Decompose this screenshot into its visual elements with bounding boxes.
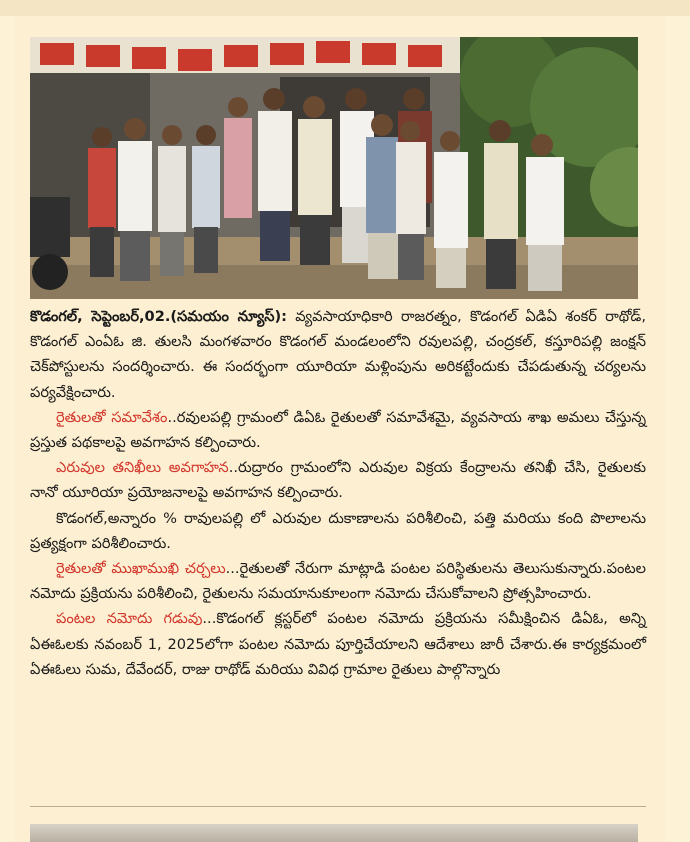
section-heading: ఎరువుల తనిఖీలు అవగాహన — [56, 459, 229, 477]
section-body: ..రవులపల్లి గ్రామంలో డిఏఓ రైతులతో సమావేశమై, వ్యవసాయ శాఖ అమలు చేస్తున్న ప్రస్తుత పథకాలపై అవగాహన కల్పించారు. — [30, 408, 646, 452]
top-edge-strip — [0, 0, 690, 16]
article-intro-paragraph — [30, 304, 646, 405]
news-photo — [30, 37, 638, 299]
next-article-photo-edge — [30, 824, 638, 842]
section-body: ...రైతులతో నేరుగా మాట్లాడి పంటల పరిస్థితులను తెలుసుకున్నారు.పంటల నమోదు ప్రక్రియను పరిశీలించి, రైతులను సమయానుకూలంగా నమోదు చేసుకోవాలని ప్రోత్సహించారు. — [30, 560, 646, 603]
section-body: కొడంగల్,అన్నారం % రావులపల్లి లో ఎరువుల దుకాణాలను పరిశీలించి, పత్తి మరియు కంది పొలాలను ప్రత్యక్షంగా పరిశీలించారు. — [30, 509, 647, 552]
section-heading: రైతులతో ముఖాముఖి చర్చలు — [56, 560, 226, 578]
article-section — [30, 506, 646, 556]
article-section — [30, 606, 646, 682]
section-body: ...కొడంగల్ క్లస్టర్‌లో పంటల నమోదు ప్రక్రియను సమీక్షించిన డిఏఓ, అన్ని ఏఈఓలకు నవంబర్ 1, 2025లోగా పంటల నమోదు పూర్తిచేయాలని ఆదేశాలు జారీ చేశారు.ఈ కార్యక్రమంలో ఏఈఓలు సుమ, దేవేందర్, రాజు రాథోడ్ మరియు వివిధ గ్రామాల రైతులు పాల్గొన్నారు — [30, 610, 647, 678]
section-heading: పంటల నమోదు గడువు — [56, 610, 203, 628]
section-heading: రైతులతో సమావేశం — [56, 408, 168, 426]
article-dateline: కొడంగల్, సెప్టెంబర్,02.(సమయం న్యూస్): — [30, 308, 288, 325]
section-body: ..రుద్రారం గ్రామంలోని ఎరువుల విక్రయ కేంద్రాలను తనిఖీ చేసి, రైతులకు నానో యూరియా ప్రయోజనాలపై అవగాహన కల్పించారు. — [30, 459, 646, 502]
article-section — [30, 556, 646, 606]
article-section — [30, 455, 646, 505]
article-section — [30, 405, 646, 455]
section-divider — [30, 806, 646, 807]
article-intro-text: వ్యవసాయాధికారి రాజరత్నం, కొడంగల్ ఏడిఏ శంకర్ రాథోడ్, కొడంగల్ ఎంఏఓ జి. తులసి మంగళవారం కొడంగల్ మండలంలోని రవులపల్లి, చంద్రకల్, కస్తూరిపల్లి జంక్షన్ చెక్‌పోస్టులను సందర్శించారు. ఈ సందర్భంగా యూరియా మళ్లింపును అరికట్టేందుకు చేపడుతున్న చర్యలను పర్యవేక్షించారు. — [30, 308, 646, 401]
article-body — [30, 304, 646, 682]
